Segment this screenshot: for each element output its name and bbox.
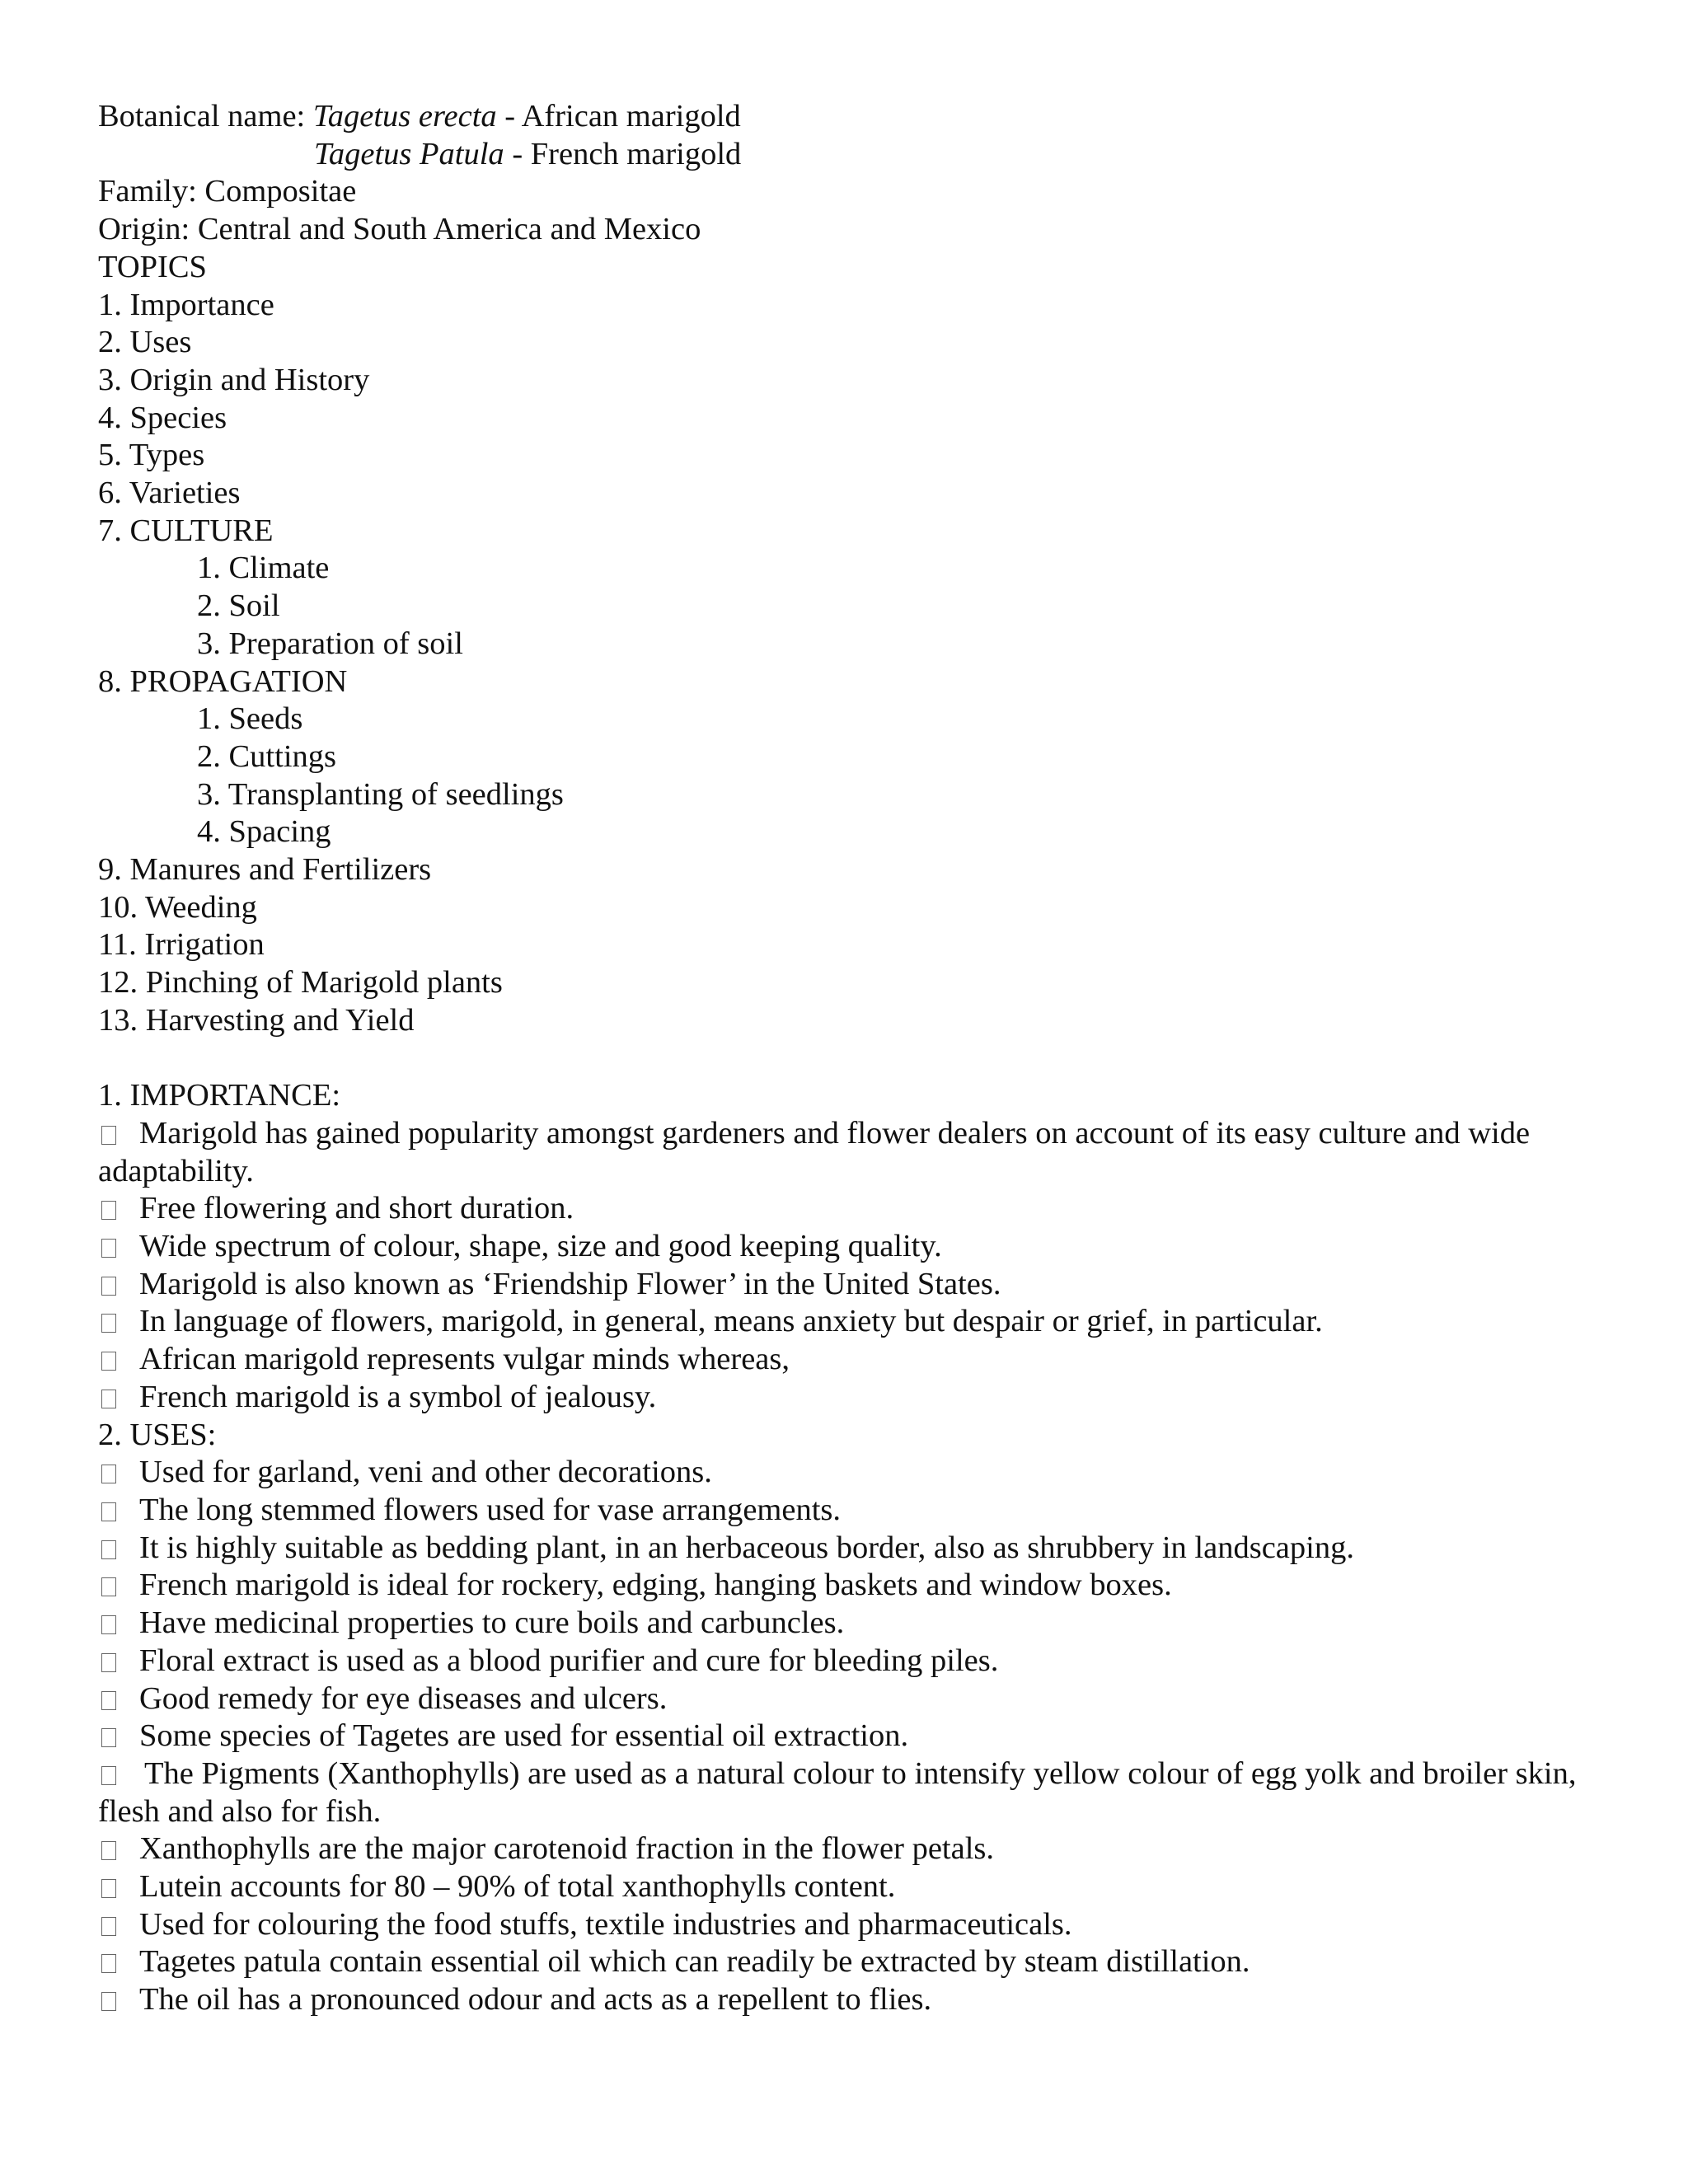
topic-item: 4. Species [98, 400, 227, 435]
uses-bullet: It is highly suitable as bedding plant, in an herbaceous border, also as shrubbery in landscaping. [98, 1530, 1590, 1568]
bullet-glyph-icon [101, 1465, 116, 1483]
uses-bullet: French marigold is ideal for rockery, edging, hanging baskets and window boxes. [98, 1567, 1590, 1605]
uses-bullet: Floral extract is used as a blood purifier and cure for bleeding piles. [98, 1643, 1590, 1680]
species2-common: - French marigold [504, 136, 742, 171]
importance-heading: 1. IMPORTANCE: [98, 1078, 341, 1113]
bullet-glyph-icon [101, 1314, 116, 1333]
topic-item: 5. Types [98, 438, 205, 473]
topic-item: 1. Importance [98, 287, 274, 322]
bullet-glyph-icon [101, 1201, 116, 1220]
uses-bullet: Some species of Tagetes are used for essential oil extraction. [98, 1718, 1590, 1755]
topic-item: 10. Weeding [98, 889, 257, 925]
topic-item: 3. Origin and History [98, 362, 370, 397]
topic-item: 7. CULTURE [98, 513, 274, 548]
origin-line: Origin: Central and South America and Mexico [98, 212, 701, 247]
bullet-glyph-icon [101, 1239, 116, 1258]
blank-line [98, 1040, 1590, 1078]
bullet-glyph-icon [101, 1502, 116, 1521]
botanical-name-line [98, 98, 1590, 136]
bullet-glyph-icon [101, 1540, 116, 1559]
bullet-glyph-icon [101, 1352, 116, 1371]
uses-bullet: Lutein accounts for 80 – 90% of total xanthophylls content. [98, 1868, 1590, 1906]
importance-bullet: Marigold is also known as ‘Friendship Flower’ in the United States. [98, 1266, 1590, 1304]
importance-bullet: In language of flowers, marigold, in general, means anxiety but despair or grief, in particular. [98, 1303, 1590, 1341]
bullet-glyph-icon [101, 1728, 116, 1747]
importance-bullet: African marigold represents vulgar minds whereas, [98, 1341, 1590, 1379]
bullet-glyph-icon [101, 1653, 116, 1672]
topic-item: 6. Varieties [98, 476, 241, 511]
bullet-glyph-icon [101, 1615, 116, 1634]
species1-name: Tagetus erecta [312, 99, 497, 134]
bullet-glyph-icon [101, 1992, 116, 2011]
uses-bullet: Tagetes patula contain essential oil which can readily be extracted by steam distillation. [98, 1943, 1590, 1981]
bullet-glyph-icon [101, 1691, 116, 1710]
culture-subitem: 2. Soil [197, 588, 280, 624]
topic-item: 2. Uses [98, 325, 192, 360]
bullet-glyph-icon [101, 1766, 116, 1785]
topic-item: 12. Pinching of Marigold plants [98, 965, 503, 1001]
uses-bullet: Xanthophylls are the major carotenoid fraction in the flower petals. [98, 1830, 1590, 1868]
bullet-glyph-icon [101, 1390, 116, 1408]
botanical-name-line-2 [98, 136, 1590, 174]
bullet-glyph-icon [101, 1126, 116, 1145]
bullet-glyph-icon [101, 1577, 116, 1596]
topic-item: 11. Irrigation [98, 927, 265, 963]
family-line: Family: Compositae [98, 174, 357, 209]
bullet-glyph-icon [101, 1917, 116, 1936]
species1-common: - African marigold [496, 99, 741, 134]
uses-bullet: Good remedy for eye diseases and ulcers. [98, 1680, 1590, 1718]
propagation-subitem: 3. Transplanting of seedlings [197, 776, 564, 812]
importance-bullet: Marigold has gained popularity amongst gardeners and flower dealers on account of its easy culture and wide adaptability. [98, 1115, 1531, 1188]
bullet-glyph-icon [101, 1954, 116, 1973]
topics-title: TOPICS [98, 249, 207, 284]
uses-bullet: The oil has a pronounced odour and acts as a repellent to flies. [98, 1981, 1590, 2019]
propagation-subitem: 4. Spacing [197, 814, 331, 850]
topic-item: 13. Harvesting and Yield [98, 1002, 415, 1038]
importance-bullet: Free flowering and short duration. [98, 1190, 1590, 1228]
uses-bullet: Used for colouring the food stuffs, textile industries and pharmaceuticals. [98, 1906, 1590, 1944]
topic-item: 8. PROPAGATION [98, 663, 348, 699]
propagation-subitem: 2. Cuttings [197, 738, 337, 774]
species2-name: Tagetus Patula [314, 136, 504, 171]
uses-heading: 2. USES: [98, 1417, 217, 1452]
topic-item: 9. Manures and Fertilizers [98, 852, 432, 888]
culture-subitem: 3. Preparation of soil [197, 626, 463, 661]
uses-bullet: The Pigments (Xanthophylls) are used as a natural colour to intensify yellow colour of egg yolk and broiler skin, flesh and also for fish. [98, 1755, 1577, 1829]
botanical-label: Botanical name: [98, 99, 313, 134]
uses-bullet: Have medicinal properties to cure boils and carbuncles. [98, 1605, 1590, 1643]
bullet-glyph-icon [101, 1879, 116, 1898]
importance-bullet: French marigold is a symbol of jealousy. [98, 1379, 1590, 1417]
propagation-subitem: 1. Seeds [197, 701, 303, 737]
culture-subitem: 1. Climate [197, 551, 330, 586]
bullet-glyph-icon [101, 1277, 116, 1296]
document-page [98, 98, 1590, 2019]
bullet-glyph-icon [101, 1841, 116, 1860]
uses-bullet: Used for garland, veni and other decorations. [98, 1454, 1590, 1492]
importance-bullet: Wide spectrum of colour, shape, size and good keeping quality. [98, 1228, 1590, 1266]
uses-bullet: The long stemmed flowers used for vase arrangements. [98, 1492, 1590, 1530]
